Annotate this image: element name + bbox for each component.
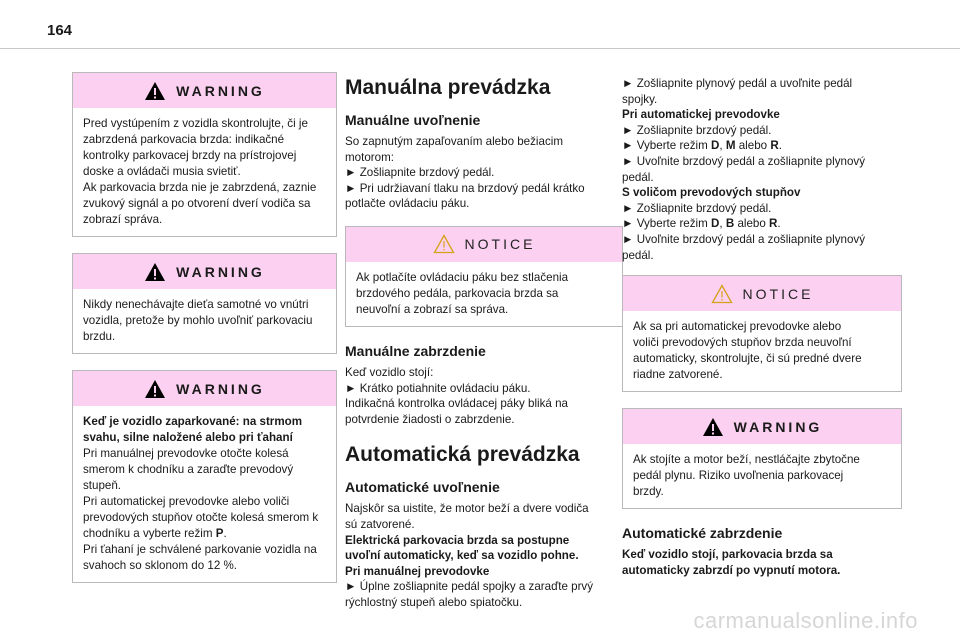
text-line: zobrazí správa. (83, 213, 163, 226)
subsection-title: Manuálne zabrzdenie (345, 342, 486, 359)
notice-header (623, 276, 901, 311)
subsection-title: Automatické uvoľnenie (345, 479, 500, 496)
text-line: ► Zošliapnite brzdový pedál. (622, 123, 772, 137)
warning-triangle-icon (144, 379, 166, 399)
text-line: So zapnutým zapaľovaním alebo bežiacim (345, 135, 563, 148)
text-line: Pri manuálnej prevodovke otočte kolesá (83, 447, 289, 460)
text-fragment: , (719, 217, 726, 231)
text-line: Keď vozidlo stojí: (345, 365, 434, 379)
text-line: motorom: (345, 150, 394, 164)
text-line: Najskôr sa uistite, že motor beží a dvere vodiča (345, 502, 589, 516)
text-line: Ak potlačíte ovládaciu páku bez stlačenia (356, 270, 569, 284)
text-line: pedál plynu. Riziko uvoľnenia parkovacej (633, 469, 844, 483)
middle-column (345, 72, 623, 611)
text-line: Ak sa pri automatickej prevodovke alebo (633, 320, 842, 334)
text-line: automaticky, skontrolujte, či sú predné dvere (633, 352, 862, 366)
bold-line: Pri manuálnej prevodovke (345, 564, 490, 578)
warning-body (73, 406, 336, 582)
warning-title: WARNING (176, 263, 265, 280)
notice-box-1 (345, 226, 623, 327)
text-fragment: . (777, 217, 781, 231)
mode-b: B (725, 217, 735, 231)
text-line: voliči prevodových stupňov brzda neuvoľní (633, 336, 852, 350)
text-line: Ak parkovacia brzda nie je zabrzdená, zaznie (83, 181, 317, 194)
text-line: svahoch so sklonom do 12 %. (83, 559, 238, 572)
mode-d: D (711, 217, 720, 231)
text-fragment: alebo (735, 139, 771, 153)
text-line (622, 138, 902, 154)
text-line (622, 216, 902, 232)
text-line: prevodových stupňov otočte kolesá smerom k (83, 511, 319, 524)
text-line: ► Zošliapnite plynový pedál a uvoľnite pedál (622, 77, 853, 90)
mode-d: D (711, 139, 720, 153)
text-line: brzdového pedála, parkovacia brzda sa (356, 286, 559, 300)
warning-body (623, 444, 901, 508)
text-line: Pri automatickej prevodovke alebo voliči (83, 495, 290, 508)
text-line: pedál. (622, 248, 654, 262)
paragraph (622, 76, 902, 263)
text-line: sú zatvorené. (345, 517, 415, 531)
bold-line: Elektrická parkovacia brzda sa postupne (345, 533, 570, 547)
text-line: Indikačná kontrolka ovládacej páky bliká na (345, 397, 568, 411)
notice-triangle-icon (711, 284, 733, 304)
warning-triangle-icon (144, 81, 166, 101)
text-line: rýchlostný stupeň alebo spiatočku. (345, 595, 523, 609)
warning-triangle-icon (702, 417, 724, 437)
mode-p: P (215, 527, 224, 540)
notice-box-2 (622, 275, 902, 392)
notice-body (346, 262, 622, 326)
text-line: neuvoľní a zobrazí sa správa. (356, 302, 509, 316)
page-number: 164 (47, 22, 73, 39)
text-line: Ak stojíte a motor beží, nestláčajte zbytočne (633, 453, 860, 467)
watermark: carmanualsonline.info (693, 608, 918, 633)
warning-box-3 (72, 370, 337, 583)
text-line: smerom k chodníku a zaraďte prevodový (83, 463, 294, 476)
left-column (72, 72, 337, 599)
text-line: brzdu. (83, 330, 116, 343)
text-line: kontrolky parkovacej brzdy na prístrojovej (83, 149, 297, 162)
bold-line: Pri automatickej prevodovke (622, 108, 780, 122)
notice-header (346, 227, 622, 262)
mode-r: R (770, 139, 779, 153)
text-line: vozidla, pretože by mohlo uvoľniť parkovaciu (83, 314, 313, 327)
text-line: doske a ovládači musia svietiť. (83, 165, 241, 178)
paragraph (622, 547, 902, 578)
bold-line: Keď vozidlo stojí, parkovacia brzda sa (622, 548, 833, 562)
warning-box-1 (72, 72, 337, 237)
text-line: Pri ťahaní je schválené parkovanie vozidla na (83, 543, 317, 556)
text-line (83, 526, 326, 542)
text-line: stupeň. (83, 479, 122, 492)
text-line: brzdy. (633, 485, 664, 499)
text-line: zvukový signál a po otvorení dverí vodiča sa (83, 197, 311, 210)
section-title-automatic: Automatická prevádzka (345, 443, 580, 467)
section-title-manual: Manuálna prevádzka (345, 76, 551, 99)
text-fragment: chodníku a vyberte režim (83, 527, 216, 540)
text-fragment: . (223, 527, 227, 540)
text-line: ► Uvoľnite brzdový pedál a zošliapnite plynový (622, 232, 865, 246)
warning-triangle-icon (144, 262, 166, 282)
text-fragment: alebo (734, 217, 770, 231)
notice-triangle-icon (433, 234, 455, 254)
text-fragment: . (778, 139, 782, 153)
text-line: ► Krátko potiahnite ovládaciu páku. (345, 381, 531, 395)
paragraph (345, 501, 623, 610)
mode-m: M (725, 139, 736, 153)
warning-header (73, 254, 336, 289)
text-line: spojky. (622, 92, 658, 106)
bold-line: automaticky zabrzdí po vypnutí motora. (622, 563, 841, 577)
bold-line: Keď je vozidlo zaparkované: na strmom (83, 415, 303, 428)
top-rule (0, 48, 960, 49)
text-fragment: ► Vyberte režim (622, 139, 712, 153)
notice-body (623, 311, 901, 391)
warning-box-4 (622, 408, 902, 509)
right-column (622, 76, 902, 578)
text-fragment: , (719, 139, 726, 153)
text-line: ► Uvoľnite brzdový pedál a zošliapnite plynový (622, 154, 865, 168)
warning-box-2 (72, 253, 337, 354)
text-line: zabrzdená parkovacia brzda: indikačné (83, 133, 285, 146)
warning-body (73, 108, 336, 236)
paragraph (345, 365, 623, 427)
text-line: ► Úplne zošliapnite pedál spojky a zaraďte prvý (345, 580, 594, 594)
text-line: ► Pri udržiavaní tlaku na brzdový pedál krátko (345, 181, 585, 195)
text-line: Nikdy nenechávajte dieťa samotné vo vnútri (83, 298, 309, 311)
warning-title: WARNING (176, 82, 265, 99)
notice-title: NOTICE (464, 236, 536, 253)
bold-line: S voličom prevodových stupňov (622, 186, 801, 200)
subsection-title: Manuálne uvoľnenie (345, 112, 481, 128)
warning-body (73, 289, 336, 353)
warning-header (623, 409, 901, 444)
mode-r: R (769, 217, 778, 231)
warning-header (73, 73, 336, 108)
warning-title: WARNING (733, 418, 823, 435)
warning-title: WARNING (176, 380, 265, 397)
text-line: potvrdenie žiadosti o zabrzdenie. (345, 412, 515, 426)
text-line: pedál. (622, 170, 654, 184)
text-line: ► Zošliapnite brzdový pedál. (622, 201, 772, 215)
notice-title: NOTICE (742, 285, 814, 302)
bold-line: svahu, silne naložené alebo pri ťahaní (83, 431, 293, 444)
paragraph (345, 134, 623, 212)
bold-line: uvoľní automaticky, keď sa vozidlo pohne. (345, 549, 579, 563)
text-line: ► Zošliapnite brzdový pedál. (345, 166, 495, 180)
text-line: riadne zatvorené. (633, 368, 723, 382)
text-line: Pred vystúpením z vozidla skontrolujte, či je (83, 117, 308, 130)
text-fragment: ► Vyberte režim (622, 217, 712, 231)
warning-header (73, 371, 336, 406)
text-line: potlačte ovládaciu páku. (345, 197, 470, 211)
subsection-title: Automatické zabrzdenie (622, 525, 783, 542)
